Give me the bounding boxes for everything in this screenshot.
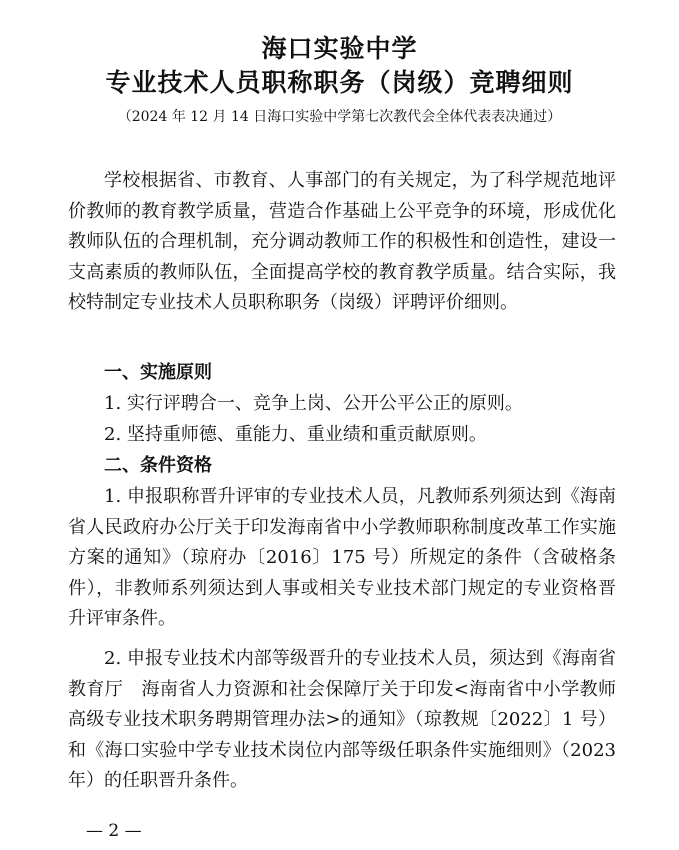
- section-1-heading: 一、实施原则: [104, 362, 212, 383]
- section-2-item-1: 1. 申报职称晋升评审的专业技术人员，凡教师系列须达到《海南省人民政府办公厅关于印发海南省中小学教师职称制度改革工作实施方案的通知》（琼府办〔2016〕175 号）所规定的条件（含破格条件），非教师系列须达到人事或相关专业技术部门规定的专业资格晋升评审条件。: [68, 486, 616, 629]
- section-2-item-2-block: [68, 644, 616, 797]
- section-1-item-2-block: [68, 420, 616, 451]
- document-title: 专业技术人员职称职务（岗级）竞聘细则: [105, 68, 574, 97]
- document-subtitle: （2024 年 12 月 14 日海口实验中学第七次教代会全体代表表决通过）: [117, 109, 562, 125]
- section-1-item-2: 2. 坚持重师德、重能力、重业绩和重贡献原则。: [104, 424, 487, 445]
- section-2-block: [68, 451, 616, 482]
- section-1-item-1-block: [68, 389, 616, 420]
- section-2-heading: 二、条件资格: [104, 455, 212, 476]
- section-2-item-1-block: [68, 482, 616, 635]
- section-2-item-2: 2. 申报专业技术内部等级晋升的专业技术人员，须达到《海南省教育厅 海南省人力资源和社会保障厅关于印发<海南省中小学教师高级专业技术职务聘期管理办法>的通知》（琼教规〔2022〕1 号）和《海口实验中学专业技术岗位内部等级任职条件实施细则》（2023 年）的任职晋升条件。: [68, 648, 616, 791]
- document-title-school: 海口实验中学: [261, 34, 418, 63]
- intro-paragraph: 学校根据省、市教育、人事部门的有关规定，为了科学规范地评价教师的教育教学质量，营造合作基础上公平竞争的环境，形成优化教师队伍的合理机制，充分调动教师工作的积极性和创造性，建设一支高素质的教师队伍，全面提高学校的教育教学质量。结合实际，我校特制定专业技术人员职称职务（岗级）评聘评价细则。: [68, 170, 616, 313]
- section-1-item-1: 1. 实行评聘合一、竞争上岗、公开公平公正的原则。: [104, 393, 523, 414]
- intro-block: [68, 166, 616, 319]
- page-number: — 2 —: [86, 821, 142, 841]
- section-1-block: [68, 358, 616, 389]
